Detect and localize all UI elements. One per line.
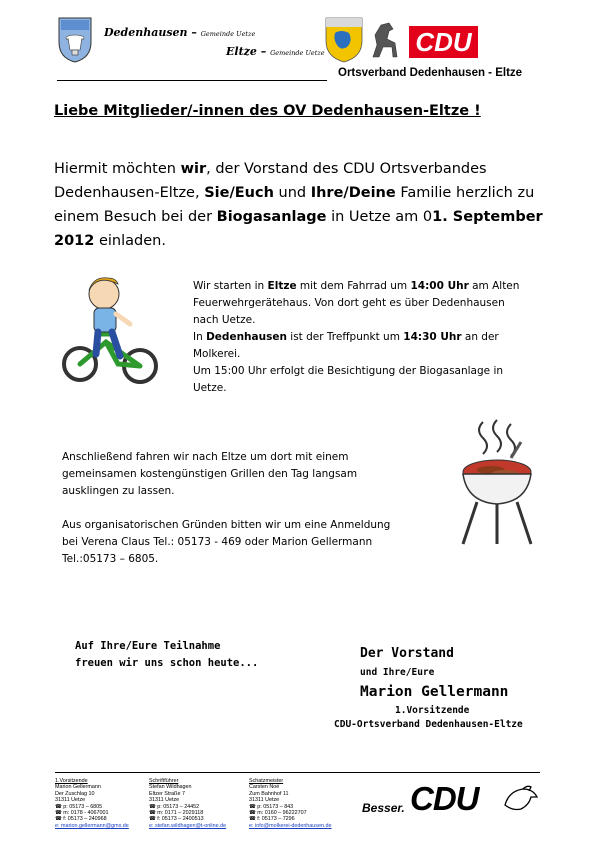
schedule-biogas: Um 15:00 Uhr erfolgt die Besichtigung der Biogasanlage in Uetze. xyxy=(193,365,504,394)
page-title: Liebe Mitglieder/-innen des OV Dedenhausen-Eltze ! xyxy=(54,103,481,119)
signature-org: CDU-Ortsverband Dedenhausen-Eltze xyxy=(334,719,523,730)
schedule-eltze: Wir starten in Eltze mit dem Fahrrad um 14:00 Uhr am Alten Feuerwehrgerätehaus. Von dort geht es über Dedenhausen nach Uetze. xyxy=(193,280,520,326)
grill-paragraph: Anschließend fahren wir nach Eltze um dort mit einem gemeinsamen kostengünstigen Grillen den Tag langsam ausklingen zu lassen. xyxy=(62,451,358,497)
eagle-icon xyxy=(503,783,539,815)
cdu-footer-logo: CDU xyxy=(410,780,479,817)
intro-paragraph: Hiermit möchten wir, der Vorstand des CDU Ortsverbandes Dedenhausen-Eltze, Sie/Euch und Ihre/Deine Familie herzlich zu einem Besuch bei der Biogasanlage in Uetze am 01. September 2012 einladen. xyxy=(54,161,543,249)
registration-paragraph: Aus organisatorischen Gründen bitten wir um eine Anmeldung bei Verena Claus Tel.: 05173 - 469 oder Marion Gellermann Tel.:05173 – 6805. xyxy=(62,519,391,565)
schedule-dedenhausen: In Dedenhausen ist der Treffpunkt um 14:30 Uhr an der Molkerei. xyxy=(193,331,499,360)
signature-vorstand: Der Vorstand xyxy=(360,646,454,661)
schedule-block xyxy=(193,278,533,397)
header-town-eltze: Eltze – Gemeinde Uetze xyxy=(226,45,325,58)
header-town-dedenhausen: Dedenhausen – Gemeinde Uetze xyxy=(104,26,256,39)
email-link-chair[interactable]: e: marion.gellermann@gmx.de xyxy=(55,822,129,829)
header-rule xyxy=(57,80,327,81)
email-link-treasurer[interactable]: e: info@molkerei-dedenhausen.de xyxy=(249,822,332,829)
child-bicycle-icon xyxy=(58,272,166,392)
signature-und: und Ihre/Eure xyxy=(360,667,435,678)
municipal-crest-icon xyxy=(57,16,93,64)
closing-line-1: Auf Ihre/Eure Teilnahme xyxy=(75,640,221,652)
footer-col-treasurer: Schatzmeister Carsten Noé Zum Bahnhof 11 31311 Uetze ☎ p: 05173 – 843 ☎ m: 0160 – 96222707 ☎ f: 05173 – 7296 e: info@molkerei-dedenhausen.de xyxy=(249,778,332,829)
ortsverband-label: Ortsverband Dedenhausen - Eltze xyxy=(338,67,523,79)
email-link-secretary[interactable]: e: stefan.wildhagen@t-online.de xyxy=(149,822,227,829)
footer-col-chair: 1.Vorsitzende Marion Gellermann Der Zuschlag 10 31311 Uetze ☎ p: 05173 – 6805 ☎ m: 0178 - 4067001 ☎ f: 05173 – 240968 e: marion.gellermann@gmx.de xyxy=(55,778,129,829)
closing-text xyxy=(75,638,258,672)
signature-role: 1.Vorsitzende xyxy=(395,705,470,716)
barbecue-grill-icon xyxy=(447,418,549,546)
cdu-header-logo: CDU xyxy=(409,26,478,58)
saxon-horse-icon xyxy=(367,17,405,63)
closing-line-2: freuen wir uns schon heute... xyxy=(75,657,259,669)
niedersachsen-lion-icon xyxy=(325,17,363,63)
signature-name: Marion Gellermann xyxy=(360,684,509,700)
footer-col-secretary: Schriftführer Stefan Wildhagen Eltzer Straße 7 31311 Uetze ☎ p: 05173 – 24452 ☎ m: 0171 – 2029118 ☎ f: 05173 – 2400513 e: stefan.wildhagen@t-online.de xyxy=(149,778,227,829)
footer-slogan: Besser. xyxy=(362,801,405,815)
footer-rule xyxy=(55,772,540,773)
